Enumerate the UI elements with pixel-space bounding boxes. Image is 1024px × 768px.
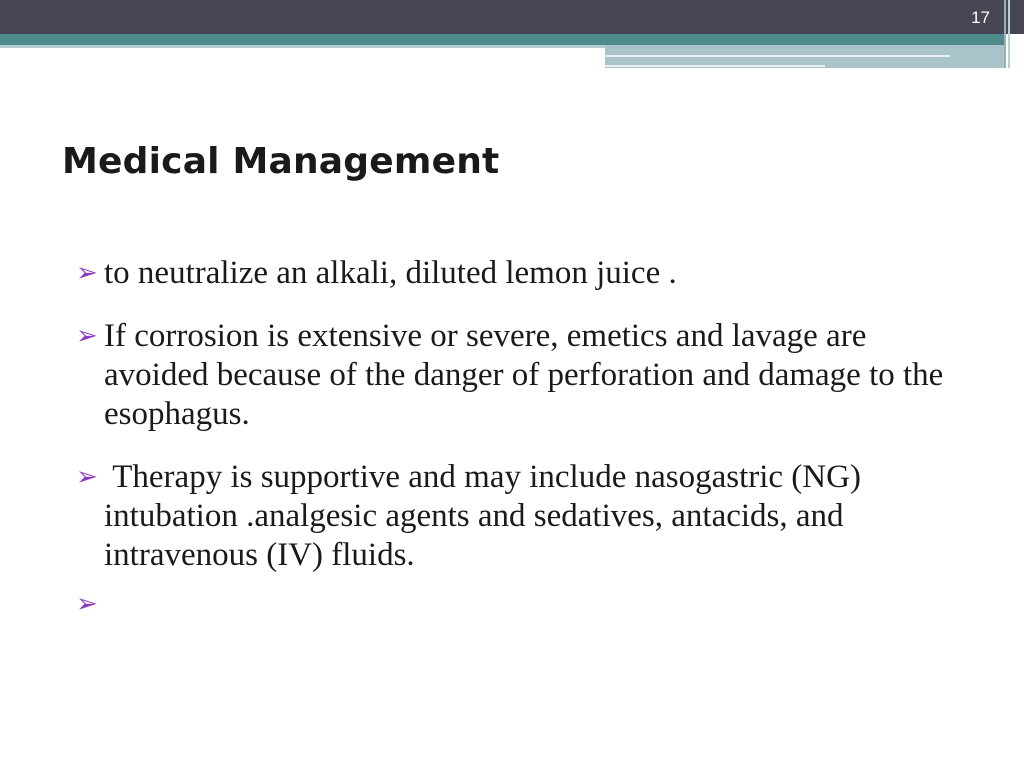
bullet-item	[76, 254, 946, 293]
arrow-bullet-icon: ➢	[76, 321, 98, 351]
header-band	[0, 0, 1024, 34]
slide-title: Medical Management	[62, 141, 500, 182]
accent-band	[0, 34, 1004, 45]
bullet-item	[76, 458, 946, 575]
bullet-text: If corrosion is extensive or severe, emetics and lavage are avoided because of the danger of perforation and damage to the esophagus.	[104, 318, 944, 432]
bullet-text: to neutralize an alkali, diluted lemon juice .	[104, 255, 677, 291]
arrow-bullet-icon: ➢	[76, 258, 98, 288]
arrow-bullet-icon: ➢	[76, 589, 98, 619]
bullet-list	[76, 254, 946, 624]
slide-number: 17	[971, 8, 990, 27]
arrow-bullet-icon: ➢	[76, 462, 98, 492]
bullet-text: Therapy is supportive and may include nasogastric (NG) intubation .analgesic agents and sedatives, antacids, and intravenous (IV) fluids.	[104, 459, 870, 573]
light-accent-band	[0, 45, 605, 48]
decorative-line	[605, 55, 950, 57]
decorative-vertical-line	[1008, 0, 1010, 68]
bullet-item-empty	[76, 585, 946, 624]
bullet-item	[76, 317, 946, 434]
decorative-vertical-line	[1004, 0, 1006, 68]
decorative-line	[605, 65, 825, 67]
